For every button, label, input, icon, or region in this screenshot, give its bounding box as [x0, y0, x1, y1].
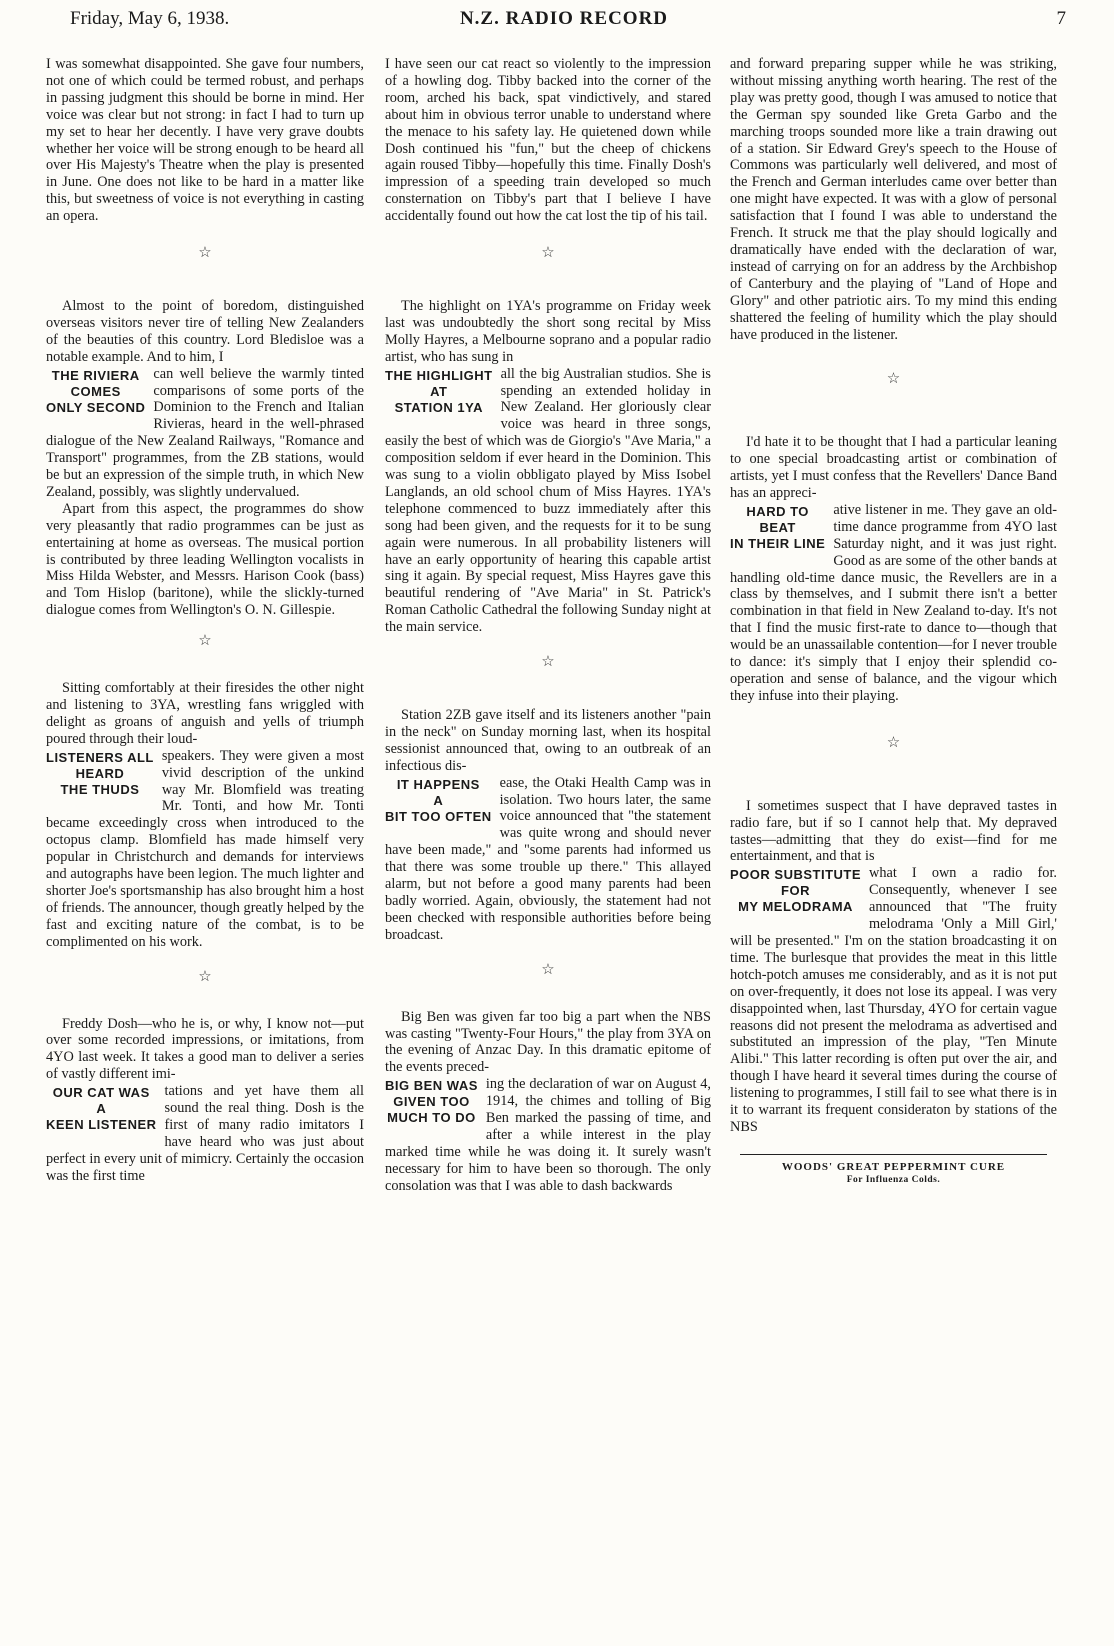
article-lead: Big Ben was given far too big a part when the NBS was casting "Twenty-Four Hours," the play from 3YA on the evening of Anzac Day. In this dramatic epitome of the events preced- [385, 1008, 711, 1076]
headline-line: HEARD [75, 765, 125, 781]
article-body: ative listener in me. They gave an old-time dance programme from 4YO last Saturday night, and it was just right. Good as are some of the other bands at handling old-time dance music, the Revellers are in a class by themselves, and I submit there isn't a better combination in that field in New Zealand to-day. It's not that I find the music first-rate to dance to—though that would be an unassailable contention—for I never trouble to dance: it's simply that I enjoy their splendid co-operation and sense of balance, and the vigour which they infuse into their playing. [730, 501, 1057, 704]
headline-line: A [96, 1101, 107, 1117]
divider-rule [740, 1154, 1047, 1155]
peppermint-cure-advertisement [730, 1161, 1057, 1187]
star-ornament-icon: ☆ [198, 633, 212, 650]
article-body: what I own a radio for. Consequently, whenever I see announced that "The fruity melodrama 'Only a Mill Girl,' will be presented." I'm on the station broadcasting it on time. The burlesque that provides the meat in this little hotch-potch amuses me considerably, and as it is not put on over-frequently, it does not lose its appeal. I was very disappointed when, last Thursday, 4YO for certain vague reasons did not present the melodrama as advertised and substituted an impression of the play, "Ten Minute Alibi." This latter recording is often put over the air, and though I have heard it several times during the course of listening to programmes, I still fail to see what there is in it to warrant its frequent consideraton by stations of the NBS [730, 865, 1057, 1135]
headline-line: THE THUDS [60, 781, 140, 797]
page-number: 7 [1056, 8, 1066, 29]
article-body: all the big Australian studios. She is spending an extended holiday in New Zealand. Her gloriously clear voice was heard in three songs, easily the best of which was de Giorgio's "Ave Maria," a composition seldom if ever heard in the Dominion. This was sung to a violin obbligato played by Miss Isobel Langlands, an old school chum of Miss Hayres. 1YA's telephone commenced to buzz immediately after this song had been given, and the requests for it to be sung again were numerous. In all probability listeners will have an early opportunity of hearing this capable artist sing it again. By special request, Miss Hayres gave this beautiful rendering of "Ave Maria" in St. Patrick's Roman Catholic Cathedral the following Sunday night at the main service. [385, 365, 711, 636]
headline-line: BIT TOO OFTEN [385, 808, 492, 824]
article-body: can well believe the warmly tinted comparisons of some ports of the Dominion to the French and Italian Rivieras, heard in the well-phrased dialogue of the New Zealand Railways, "Romance and Transport" programmes, from the ZB stations, would be but an expression of the simple truth, in which New Zealand, possibly, was slightly undervalued. [46, 365, 364, 500]
masthead [62, 6, 1066, 34]
headline-line: THE RIVIERA [51, 367, 140, 383]
side-headline [385, 1078, 478, 1126]
star-ornament-icon: ☆ [886, 371, 901, 388]
issue-date: Friday, May 6, 1938. [70, 8, 230, 29]
article-body: tations and yet have them all sound the real thing. Dosh is the first of many radio imitators I have heard who was just about perfect in every unit of mimicry. Certainly the occasion was the first time [46, 1083, 364, 1184]
article-body: ing the declaration of war on August 4, 1914, the chimes and tolling of Big Ben marked the passing of time, and after a while interest in the play marked time while he was doing it. It surely wasn't necessary for him to have been so thorough. The only consolation was that I was able to dash backwards [385, 1076, 711, 1194]
article-lead: Freddy Dosh—who he is, or why, I know not—put over some recorded impressions, or imitations, from 4YO last week. It takes a good man to deliver a series of vastly different imi- [46, 1015, 364, 1083]
headline-line: POOR SUBSTITUTE [730, 867, 862, 883]
article-opening: I was somewhat disappointed. She gave four numbers, not one of which could be termed robust, and perhaps in passing judgment this should be borne in mind. Her voice was clear but not strong: in fact I had to turn up my set to hear her decently. I have very grave doubts whether her voice will be strong enough to be heard all over His Majesty's Theatre when the play is presented in June. One does not like to be hard in a matter like this, but sweetness of voice is not everything in casting an opera. [46, 56, 364, 225]
newspaper-title: N.Z. RADIO RECORD [459, 8, 669, 29]
side-headline [730, 504, 825, 552]
article-lead: Sitting comfortably at their firesides the other night and listening to 3YA, wrestling fans wriggled with delight as groans of anguish and yells of triumph poured through their loud- [46, 680, 364, 747]
article-lead: I sometimes suspect that I have depraved tastes in radio fare, but if so I cannot help that. My depraved tastes—admitting that they do exist—find for me entertainment, and that is [730, 797, 1057, 865]
star-ornament-icon: ☆ [198, 968, 212, 985]
headline-line: THE HIGHLIGHT [385, 367, 493, 383]
side-headline [46, 368, 145, 416]
headline-line: STATION 1YA [394, 399, 483, 415]
headline-line: KEEN LISTENER [46, 1117, 157, 1133]
column-3 [730, 56, 1057, 1187]
star-ornament-icon: ☆ [541, 245, 555, 262]
article-paragraph: Apart from this aspect, the programmes do show very pleasantly that radio programmes can be just as entertaining at home as overseas. The musical portion is contributed by three leading Wellington vocalists in Miss Hilda Webster, and Messrs. Harison Cook (bass) and Tom Hislop (baritone), while the slickly-turned dialogue comes from Wellington's O. N. Gillespie. [46, 500, 364, 619]
headline-line: COMES [70, 383, 121, 399]
star-ornament-icon: ☆ [541, 961, 555, 978]
star-ornament-icon: ☆ [886, 734, 901, 751]
headline-line: IN THEIR LINE [730, 535, 826, 551]
article-opening: and forward preparing supper while he was striking, without missing anything worth hearing. The rest of the play was pretty good, though I was amused to notice that the German spy sounded like Greta Garbo and the marching troops sounded more like a train drawing out of a station. Sir Edward Grey's speech to the House of Commons was particularly well delivered, and most of the French and German interludes came over better than one might have expected. It was with a glow of personal satisfaction that I found I was able to understand the French. It struck me that the play should logically and dramatically have ended with the declaration of war, instead of carrying on for an address by the Archbishop of Canterbury and the playing of "Land of Hope and Glory" and other patriotic airs. To my mind this ending shattered the feeling of humility which the play should have produced in the listener. [730, 56, 1057, 343]
article-body: ease, the Otaki Health Camp was in isolation. Two hours later, the same voice announced that "the statement was quite wrong and should never have been made," and "some parents had informed us that there was some trouble up there." This allayed alarm, but not before a good many parents had been badly worried. Again, obviously, the statement had not been checked with responsible authorities before being broadcast. [385, 774, 711, 943]
article-body: speakers. They were given a most vivid description of the unkind way Mr. Blomfield was treating Mr. Tonti, and how Mr. Tonti became exceedingly cross when introduced to the octopus clamp. Blomfield has made himself very popular in Christchurch and demands for interviews and autographs have been legion. The much lighter and shorter Joe's sportsmanship has also brought him a host of friends. The announcer, though greatly helped by the fast and exciting nature of the combat, is to be complimented on his work. [46, 747, 364, 950]
column-2 [385, 56, 711, 1195]
headline-line: OUR CAT WAS [52, 1085, 150, 1101]
headline-line: LISTENERS ALL [46, 749, 154, 765]
side-headline [385, 777, 492, 825]
article-lead: The highlight on 1YA's programme on Friday week last was undoubtedly the short song recital by Miss Molly Hayres, a Melbourne soprano and a popular radio artist, who has sung in [385, 297, 711, 365]
headline-line: FOR [781, 883, 810, 899]
headline-line: BIG BEN WAS [385, 1078, 478, 1094]
headline-line: IT HAPPENS [396, 776, 480, 792]
headline-line: MUCH TO DO [387, 1110, 476, 1126]
star-ornament-icon: ☆ [541, 654, 555, 671]
side-headline [46, 750, 154, 798]
headline-line: GIVEN TOO [393, 1094, 470, 1110]
side-headline [385, 368, 493, 416]
star-ornament-icon: ☆ [198, 245, 212, 262]
article-lead: Almost to the point of boredom, distinguished overseas visitors never tire of telling New Zealanders of the beauties of this country. Lord Bledisloe was a notable example. And to him, I [46, 297, 364, 365]
headline-line: BEAT [759, 519, 796, 535]
headline-line: A [433, 792, 444, 808]
column-1 [46, 56, 364, 1185]
side-headline [46, 1085, 157, 1133]
headline-line: AT [430, 383, 448, 399]
ad-headline: WOODS' GREAT PEPPERMINT CURE [781, 1160, 1006, 1173]
headline-line: ONLY SECOND [46, 399, 146, 415]
headline-line: MY MELODRAMA [738, 899, 853, 915]
article-lead: Station 2ZB gave itself and its listeners another "pain in the neck" on Sunday morning last, when its hospital sessionist announced that, owing to an outbreak of an infectious dis- [385, 707, 711, 774]
article-opening: I have seen our cat react so violently to the impression of a howling dog. Tibby backed into the corner of the room, arched his back, spat vindictively, and stared about him in obvious terror unable to understand where the menace to his safety lay. He quietened down while Dosh continued his "fun," but the cheep of chickens again roused Tibby—hopefully this time. Finally Dosh's impression of a speeding train developed so much consternation on Tibby's part that I believe I have accidentally found out how the cat lost the tip of his tail. [385, 56, 711, 225]
ad-subline: For Influenza Colds. [846, 1174, 941, 1185]
article-lead: I'd hate it to be thought that I had a particular leaning to one special broadcasting artist or combination of artists, yet I must confess that the Revellers' Dance Band has an appreci- [730, 434, 1057, 502]
side-headline [730, 867, 861, 915]
headline-line: HARD TO [746, 503, 809, 519]
